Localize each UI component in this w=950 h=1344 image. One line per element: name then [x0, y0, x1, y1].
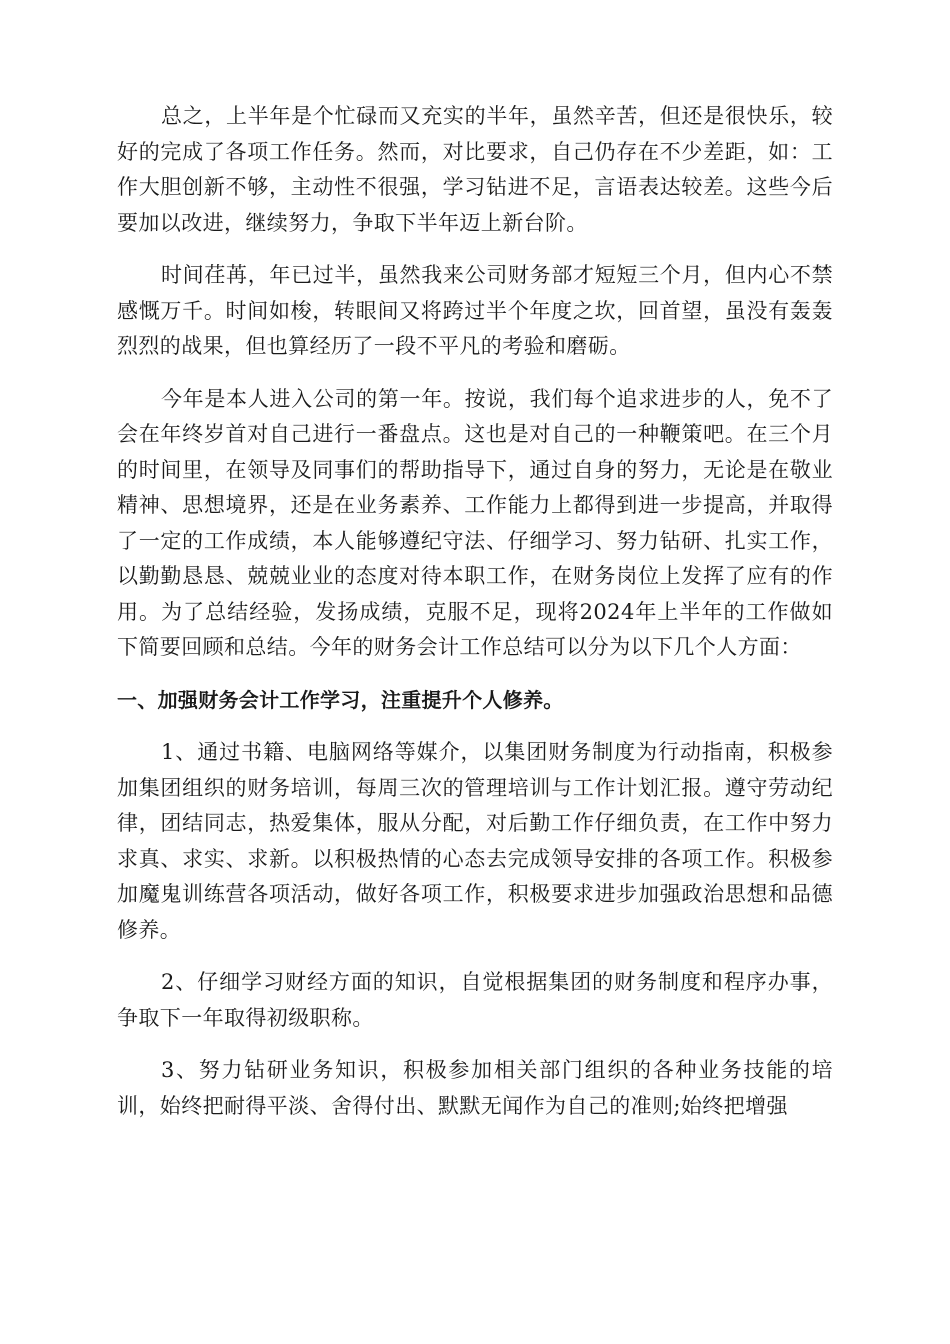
paragraph-summary: 总之，上半年是个忙碌而又充实的半年，虽然辛苦，但还是很快乐，较好的完成了各项工作任务。然而，对比要求，自己仍存在不少差距，如：工作大胆创新不够，主动性不很强，学习钻进不足，言语表达较差。这些今后要加以改进，继续努力，争取下半年迈上新台阶。 [117, 104, 833, 235]
paragraph-time-reflection: 时间荏苒，年已过半，虽然我来公司财务部才短短三个月，但内心不禁感慨万千。时间如梭，转眼间又将跨过半个年度之坎，回首望，虽没有轰轰烈烈的战果，但也算经历了一段不平凡的考验和磨砺。 [117, 263, 833, 358]
list-item: 3、努力钻研业务知识，积极参加相关部门组织的各种业务技能的培训，始终把耐得平淡、舍得付出、默默无闻作为自己的准则;始终把增强 [117, 1058, 833, 1118]
section-heading: 一、加强财务会计工作学习，注重提升个人修养。 [117, 687, 564, 712]
list-item: 2、仔细学习财经方面的知识，自觉根据集团的财务制度和程序办事，争取下一年取得初级职称。 [117, 970, 833, 1030]
list-item: 1、通过书籍、电脑网络等媒介，以集团财务制度为行动指南，积极参加集团组织的财务培训，每周三次的管理培训与工作计划汇报。遵守劳动纪律，团结同志，热爱集体，服从分配，对后勤工作仔细负责，在工作中努力求真、求实、求新。以积极热情的心态去完成领导安排的各项工作。积极参加魔鬼训练营各项活动，做好各项工作，积极要求进步加强政治思想和品德修养。 [117, 740, 833, 942]
paragraph-first-year: 今年是本人进入公司的第一年。按说，我们每个追求进步的人，免不了会在年终岁首对自己进行一番盘点。这也是对自己的一种鞭策吧。在三个月的时间里，在领导及同事们的帮助指导下，通过自身的努力，无论是在敬业精神、思想境界，还是在业务素养、工作能力上都得到进一步提高，并取得了一定的工作成绩，本人能够遵纪守法、仔细学习、努力钻研、扎实工作，以勤勤恳恳、兢兢业业的态度对待本职工作，在财务岗位上发挥了应有的作用。为了总结经验，发扬成绩，克服不足，现将2024年上半年的工作做如下简要回顾和总结。今年的财务会计工作总结可以分为以下几个人方面： [117, 386, 833, 659]
document-body [117, 99, 833, 1141]
